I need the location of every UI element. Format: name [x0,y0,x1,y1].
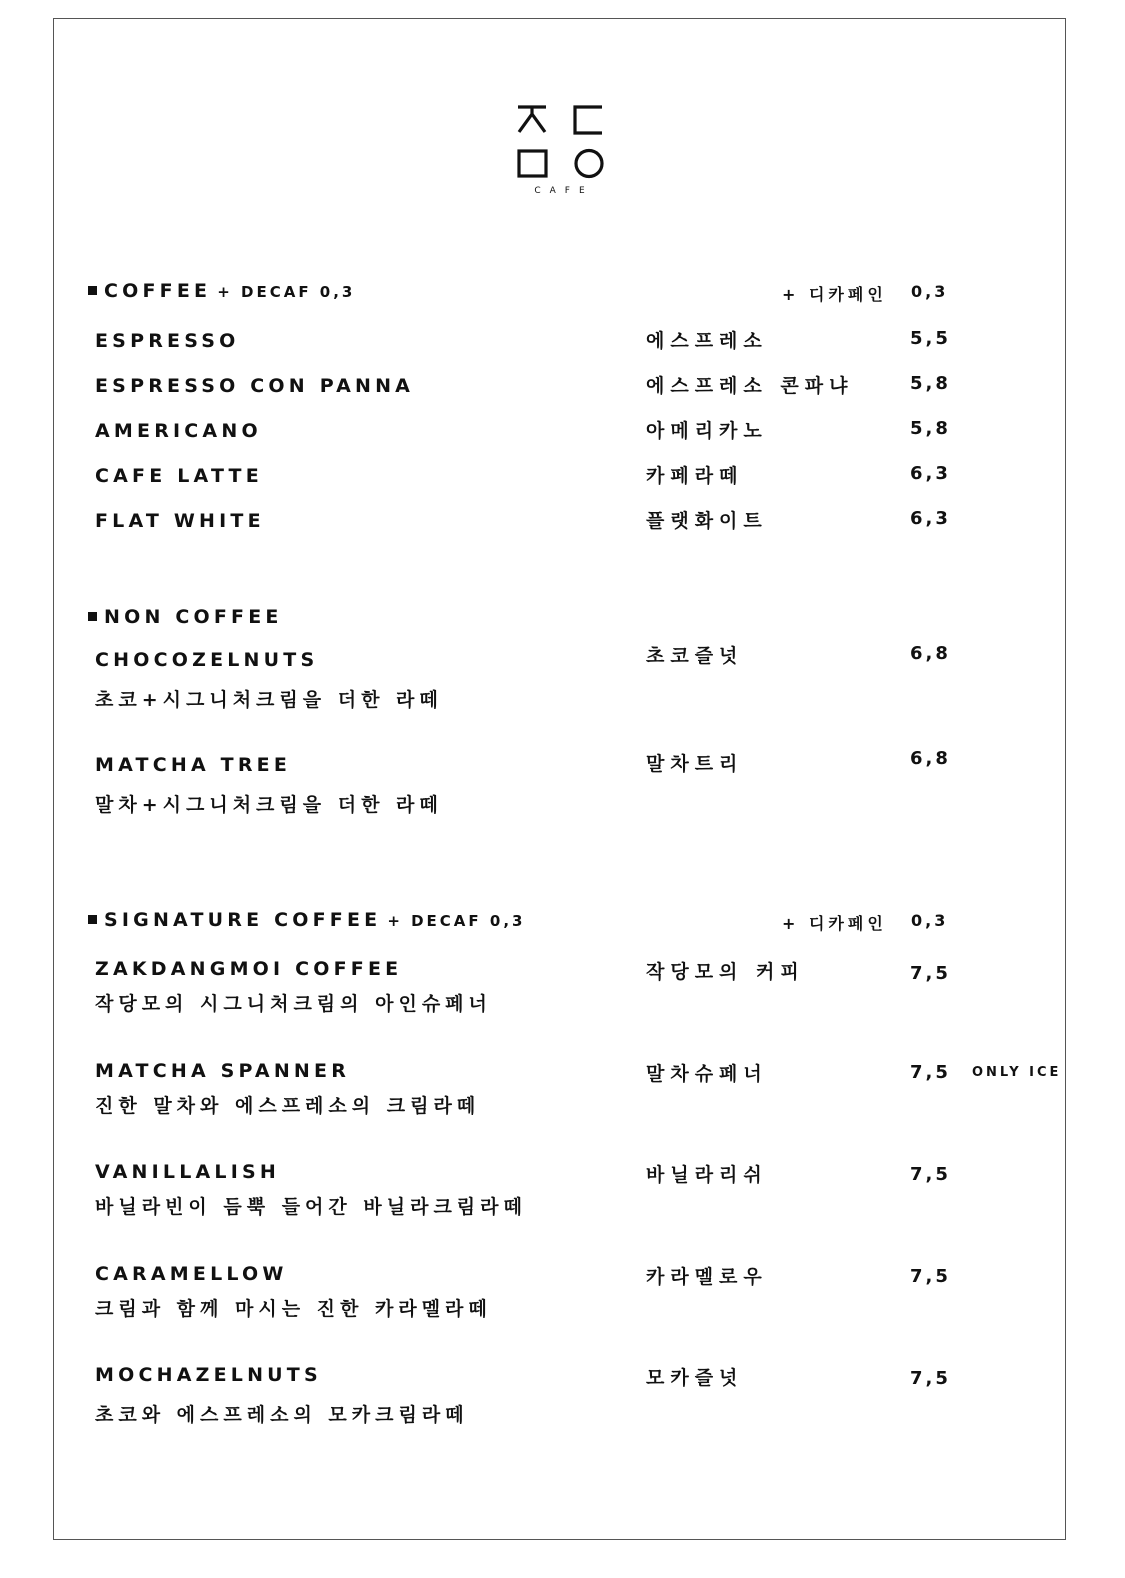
item-name-en: MATCHA SPANNER [95,1060,351,1082]
item-name-en: VANILLALISH [95,1161,280,1183]
decaf-ko-price: 0,3 [911,282,949,301]
item-name-ko: 말차슈페너 [646,1063,768,1085]
item-price: 5,5 [910,328,951,349]
item-name-en: ESPRESSO CON PANNA [95,375,415,397]
logo-mark [512,100,608,184]
item-name-en: CARAMELLOW [95,1263,288,1285]
section-title: SIGNATURE COFFEE [104,909,382,931]
item-price: 5,8 [910,418,951,439]
item-name-en: MOCHAZELNUTS [95,1364,322,1386]
item-name-ko: 플랫화이트 [646,510,768,532]
item-name-ko: 바닐라리쉬 [646,1164,768,1186]
item-description: 작당모의 시그니처크림의 아인슈페너 [95,993,492,1015]
item-description: 바닐라빈이 듬뿍 들어간 바닐라크림라떼 [95,1196,527,1218]
bullet-square-icon [88,915,97,924]
item-name-en: CHOCOZELNUTS [95,649,319,671]
section-title: NON COFFEE [104,606,283,628]
cafe-logo [512,100,608,200]
item-price: 7,5 [910,1266,951,1287]
item-price: 5,8 [910,373,951,394]
item-name-ko: 말차트리 [646,753,744,775]
item-name-en: FLAT WHITE [95,510,265,532]
decaf-note: + DECAF 0,3 [217,283,356,301]
item-name-ko: 아메리카노 [646,420,768,442]
item-price: 7,5 [910,963,951,984]
item-description: 크림과 함께 마시는 진한 카라멜라떼 [95,1298,492,1320]
decaf-ko-price: 0,3 [911,911,949,930]
item-name-ko: 작당모의 커피 [646,961,805,983]
item-description: 초코와 에스프레소의 모카크림라떼 [95,1404,469,1426]
item-price: 6,8 [910,748,951,769]
item-name-en: MATCHA TREE [95,754,292,776]
item-description: 초코+시그니처크림을 더한 라떼 [95,689,443,711]
section-title: COFFEE [104,280,212,302]
item-name-en: AMERICANO [95,420,262,442]
item-price: 7,5 [910,1062,951,1083]
item-name-en: ZAKDANGMOI COFFEE [95,958,403,980]
bullet-square-icon [88,286,97,295]
item-name-ko: 카페라떼 [646,465,744,487]
bullet-square-icon [88,612,97,621]
item-name-ko: 카라멜로우 [646,1266,768,1288]
section-header-signature [88,909,525,931]
item-price: 6,8 [910,643,951,664]
item-name-en: CAFE LATTE [95,465,263,487]
only-ice-note: ONLY ICE [972,1065,1062,1080]
item-name-ko: 에스프레소 [646,330,768,352]
section-header-coffee [88,280,355,302]
item-price: 6,3 [910,463,951,484]
decaf-ko-label: + 디카페인 [782,285,887,304]
item-price: 7,5 [910,1164,951,1185]
item-description: 말차+시그니처크림을 더한 라떼 [95,794,443,816]
item-price: 7,5 [910,1368,951,1389]
item-name-en: ESPRESSO [95,330,240,352]
item-price: 6,3 [910,508,951,529]
decaf-ko-label: + 디카페인 [782,914,887,933]
decaf-note: + DECAF 0,3 [387,912,526,930]
logo-subtitle: CAFE [534,186,594,196]
item-name-ko: 에스프레소 콘파냐 [646,375,854,397]
item-name-ko: 모카즐넛 [646,1367,744,1389]
section-header-non-coffee [88,606,283,628]
item-description: 진한 말차와 에스프레소의 크림라떼 [95,1095,481,1117]
item-name-ko: 초코즐넛 [646,645,744,667]
